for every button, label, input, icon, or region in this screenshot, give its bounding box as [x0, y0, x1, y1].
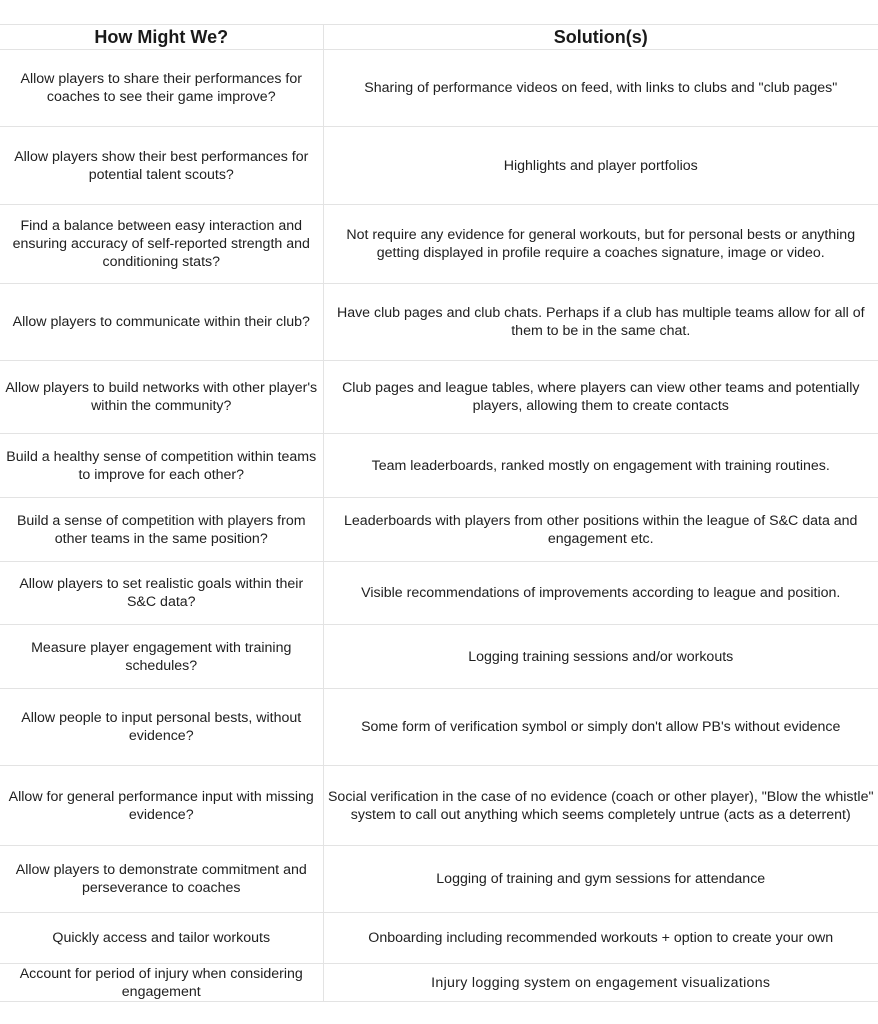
hmw-table	[0, 24, 878, 1002]
solution-cell: Visible recommendations of improvements according to league and position.	[323, 562, 878, 625]
solution-cell: Leaderboards with players from other positions within the league of S&C data and engagement etc.	[323, 498, 878, 562]
question-cell: Allow players to communicate within their club?	[0, 284, 323, 361]
table-row	[0, 689, 878, 766]
table-row	[0, 205, 878, 284]
question-cell: Build a healthy sense of competition within teams to improve for each other?	[0, 434, 323, 498]
table-row	[0, 498, 878, 562]
solution-cell: Some form of verification symbol or simply don't allow PB's without evidence	[323, 689, 878, 766]
header-how-might-we: How Might We?	[0, 25, 323, 50]
header-row	[0, 25, 878, 50]
question-cell: Allow players to demonstrate commitment and perseverance to coaches	[0, 846, 323, 913]
table-row	[0, 846, 878, 913]
solution-cell: Injury logging system on engagement visualizations	[323, 964, 878, 1002]
table-row	[0, 434, 878, 498]
question-cell: Build a sense of competition with players from other teams in the same position?	[0, 498, 323, 562]
solution-cell: Logging training sessions and/or workouts	[323, 625, 878, 689]
table-row	[0, 562, 878, 625]
table-row	[0, 766, 878, 846]
solution-cell: Team leaderboards, ranked mostly on engagement with training routines.	[323, 434, 878, 498]
solution-cell: Highlights and player portfolios	[323, 127, 878, 205]
question-cell: Allow players to set realistic goals within their S&C data?	[0, 562, 323, 625]
question-cell: Find a balance between easy interaction and ensuring accuracy of self-reported strength and conditioning stats?	[0, 205, 323, 284]
solution-cell: Onboarding including recommended workouts + option to create your own	[323, 913, 878, 964]
solution-cell: Club pages and league tables, where players can view other teams and potentially players, allowing them to create contacts	[323, 361, 878, 434]
table-row	[0, 361, 878, 434]
table-row	[0, 625, 878, 689]
table-row	[0, 913, 878, 964]
question-cell: Quickly access and tailor workouts	[0, 913, 323, 964]
question-cell: Allow players to share their performances for coaches to see their game improve?	[0, 50, 323, 127]
question-cell: Allow for general performance input with missing evidence?	[0, 766, 323, 846]
question-cell: Measure player engagement with training schedules?	[0, 625, 323, 689]
table-row	[0, 964, 878, 1002]
table-row	[0, 127, 878, 205]
header-solutions: Solution(s)	[323, 25, 878, 50]
question-cell: Account for period of injury when considering engagement	[0, 964, 323, 1002]
solution-cell: Not require any evidence for general workouts, but for personal bests or anything getting displayed in profile require a coaches signature, image or video.	[323, 205, 878, 284]
solution-cell: Logging of training and gym sessions for attendance	[323, 846, 878, 913]
table-row	[0, 284, 878, 361]
question-cell: Allow players to build networks with other player's within the community?	[0, 361, 323, 434]
solution-cell: Sharing of performance videos on feed, with links to clubs and "club pages"	[323, 50, 878, 127]
solution-cell: Have club pages and club chats. Perhaps if a club has multiple teams allow for all of them to be in the same chat.	[323, 284, 878, 361]
solution-cell: Social verification in the case of no evidence (coach or other player), "Blow the whistle" system to call out anything which seems completely untrue (acts as a deterrent)	[323, 766, 878, 846]
table-row	[0, 50, 878, 127]
question-cell: Allow players show their best performances for potential talent scouts?	[0, 127, 323, 205]
question-cell: Allow people to input personal bests, without evidence?	[0, 689, 323, 766]
